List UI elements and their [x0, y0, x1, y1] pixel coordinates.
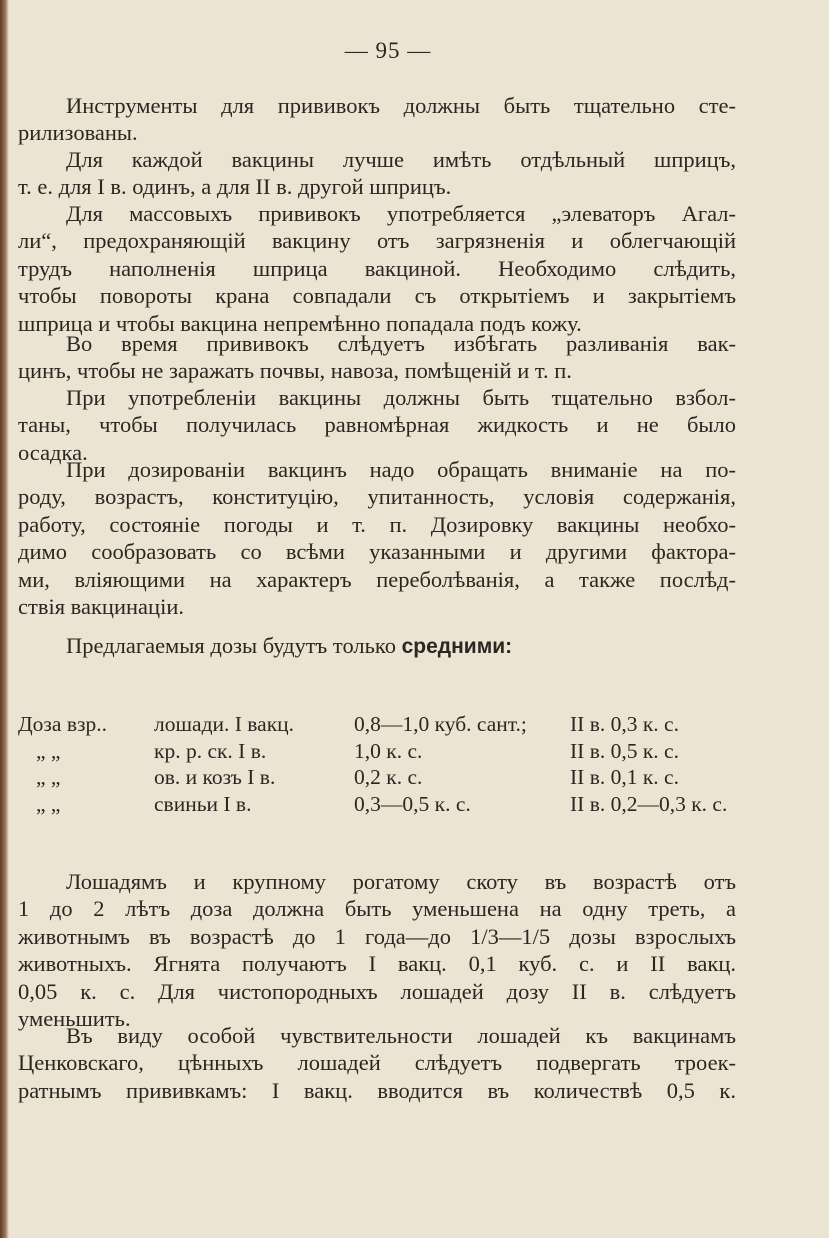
dose-table	[18, 712, 727, 818]
table-cell: II в. 0,5 к. с.	[570, 738, 679, 763]
paragraph-elevator	[18, 200, 736, 337]
paragraph-dosing	[18, 456, 736, 620]
table-row	[18, 712, 727, 739]
page-number: — 95 —	[344, 38, 432, 63]
text-line: Въ виду особой чувствительности лошадей къ вакцинамъ	[66, 1023, 736, 1048]
table-cell: II в. 0,1 к. с.	[570, 765, 679, 789]
paragraph-spilling	[18, 330, 736, 385]
book-spine-edge	[0, 0, 9, 1238]
text-line: трудъ наполненія шприца вакциной. Необходимо слѣдить,	[18, 255, 736, 281]
table-cell: „ „	[36, 738, 61, 763]
text-line: таны, чтобы получилась равномѣрная жидкость и не было	[18, 412, 736, 438]
text-line: 0,05 к. с. Для чистопородныхъ лошадей дозу II в. слѣдуетъ	[18, 978, 736, 1004]
table-cell: II в. 0,2—0,3 к. с.	[570, 791, 728, 816]
text-line: Лошадямъ и крупному рогатому скоту въ возрастѣ отъ	[66, 869, 736, 894]
table-row	[18, 792, 727, 819]
dose-table-lead	[66, 633, 512, 659]
table-cell: II в. 0,3 к. с.	[570, 712, 679, 736]
text-line: т. е. для I в. одинъ, а для II в. другой шприцъ.	[18, 174, 452, 200]
table-cell: кр. р. ск. I в.	[154, 738, 267, 763]
table-cell: Доза взр..	[18, 712, 107, 736]
table-cell: свиньи I в.	[154, 791, 252, 816]
table-cell: лошади. I вакц.	[154, 712, 295, 736]
text-line: осадка.	[18, 439, 88, 465]
text-line: Для массовыхъ прививокъ употребляется „элеваторъ Агал-	[66, 201, 736, 226]
paragraph-shaking	[18, 384, 736, 466]
text-line: рилизованы.	[18, 120, 138, 146]
text-line: чтобы повороты крана совпадали съ открытіемъ и закрытіемъ	[18, 283, 736, 309]
paragraph-young-animals	[18, 868, 736, 1032]
text-line: При дозированіи вакцинъ надо обращать вниманіе на по-	[66, 457, 736, 482]
table-cell: 0,8—1,0 куб. сант.;	[354, 712, 527, 736]
text-line: ратнымъ прививкамъ: I вакц. вводится въ количествѣ 0,5 к.	[18, 1077, 736, 1103]
text-line: уменьшить.	[18, 1005, 131, 1031]
lead-text: Предлагаемыя дозы будутъ только	[66, 633, 402, 658]
text-line: При употребленіи вакцины должны быть тщательно взбол-	[66, 385, 736, 410]
text-line: животныхъ. Ягнята получаютъ I вакц. 0,1 куб. с. и II вакц.	[18, 951, 736, 977]
text-line: Для каждой вакцины лучше имѣть отдѣльный шприцъ,	[66, 147, 736, 172]
text-line: Во время прививокъ слѣдуетъ избѣгать разливанія вак-	[66, 331, 736, 356]
text-line: шприца и чтобы вакцина непремѣнно попадала подъ кожу.	[18, 310, 582, 336]
book-page	[18, 0, 738, 1238]
text-line: роду, возрастъ, конституцію, упитанность, условія содержанія,	[18, 484, 736, 510]
paragraph-syringes	[18, 146, 736, 201]
table-cell: „ „	[36, 765, 61, 789]
text-line: ствія вакцинаціи.	[18, 593, 184, 619]
table-cell: 0,2 к. с.	[354, 765, 423, 789]
paragraph-sensitivity	[18, 1022, 736, 1104]
table-row	[18, 765, 727, 792]
lead-bold: средними:	[401, 635, 513, 658]
text-line: 1 до 2 лѣтъ доза должна быть уменьшена на одну треть, а	[18, 896, 736, 922]
text-line: работу, состояніе погоды и т. п. Дозировку вакцины необхо-	[18, 511, 736, 537]
text-line: Ценковскаго, цѣнныхъ лошадей слѣдуетъ подвергать троек-	[18, 1050, 736, 1076]
text-line: животнымъ въ возрастѣ до 1 года—до 1/3—1/5 дозы взрослыхъ	[18, 923, 736, 949]
table-cell: ов. и козъ I в.	[154, 765, 276, 789]
text-line: цинъ, чтобы не заражать почвы, навоза, помѣщеній и т. п.	[18, 358, 572, 384]
text-line: Инструменты для прививокъ должны быть тщательно сте-	[66, 93, 736, 118]
text-line: димо сообразовать со всѣми указанными и другими фактора-	[18, 539, 736, 565]
table-cell: 1,0 к. с.	[354, 738, 423, 763]
text-line: ми, вліяющими на характеръ переболѣванія, а также послѣд-	[18, 566, 736, 592]
table-cell: 0,3—0,5 к. с.	[354, 791, 471, 816]
text-line: ли“, предохраняющій вакцину отъ загрязненія и облегчающій	[18, 228, 736, 254]
paragraph-instruments	[18, 92, 736, 147]
table-cell: „ „	[36, 791, 61, 816]
table-row	[18, 739, 727, 766]
